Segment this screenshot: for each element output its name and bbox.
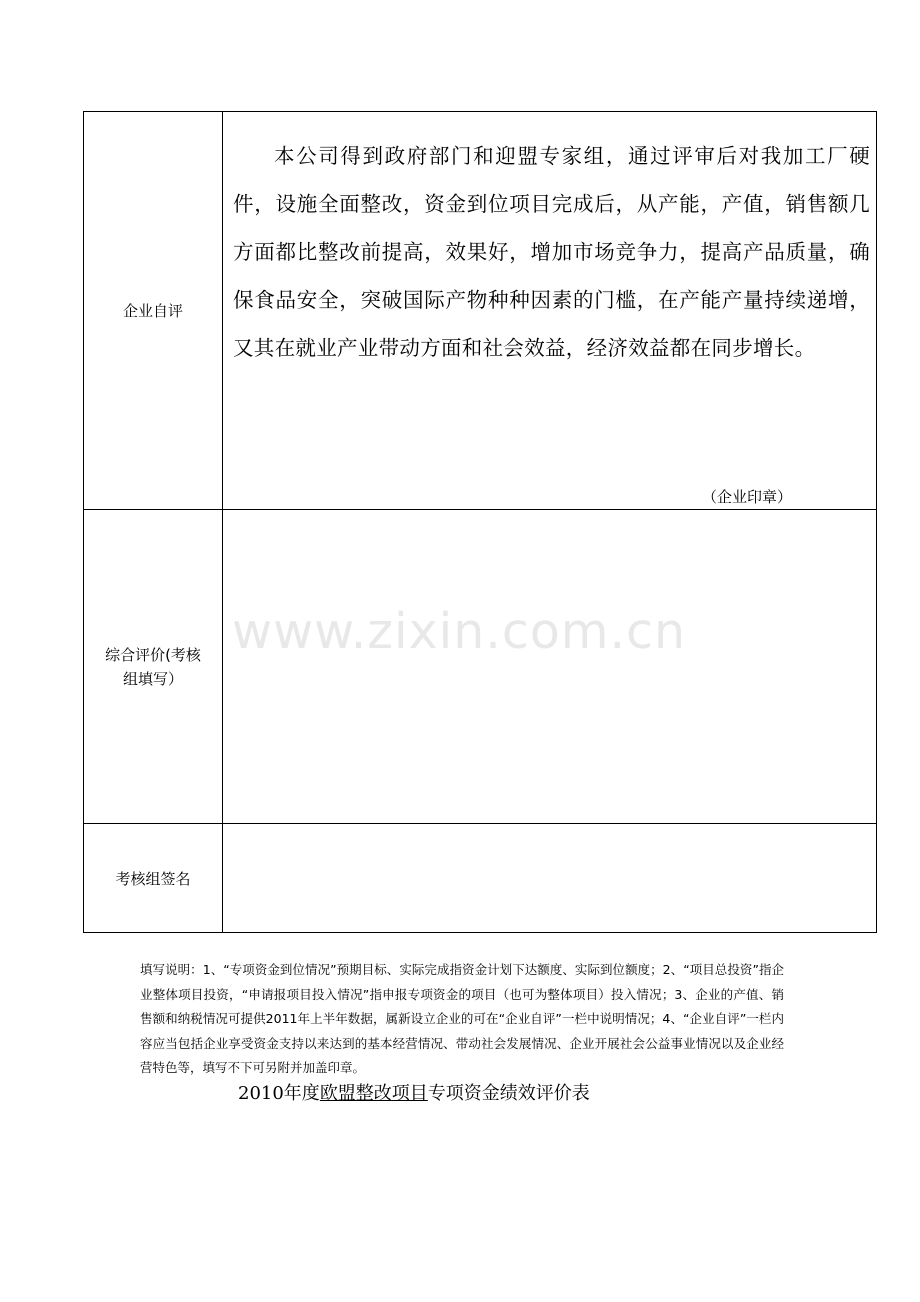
- watermark-text: www.zixin.com.cn: [232, 603, 687, 660]
- self-evaluation-label: 企业自评: [122, 301, 183, 320]
- comprehensive-evaluation-cell[interactable]: [223, 510, 876, 823]
- title-project-name: 欧盟整改项目: [319, 1083, 428, 1104]
- title-suffix: 专项资金绩效评价表: [427, 1083, 590, 1104]
- row-label-cell: [84, 510, 223, 823]
- title-year: 2010年度: [238, 1083, 320, 1104]
- review-team-signature-cell[interactable]: [223, 824, 876, 933]
- evaluation-form-table: [83, 111, 877, 933]
- comprehensive-evaluation-label: 综合评价(考核组填写）: [105, 645, 201, 688]
- company-seal-label: （企业印章）: [701, 488, 792, 506]
- row-label-cell: [84, 112, 223, 509]
- review-team-signature-label: 考核组签名: [115, 869, 191, 888]
- filling-instructions: 填写说明：1、“专项资金到位情况”预期目标、实际完成指资金计划下达额度、实际到位额度；2、“项目总投资”指企业整体项目投资，“申请报项目投入情况”指申报专项资金的项目（也可为整体项目）投入情况；3、企业的产值、销售额和纳税情况可提供2011年上半年数据，属新设立企业的可在“企业自评”一栏中说明情况；4、“企业自评”一栏内容应当包括企业享受资金支持以来达到的基本经营情况、带动社会发展情况、企业开展社会公益事业情况以及企业经营特色等，填写不下可另附并加盖印章。: [140, 962, 784, 1075]
- table-row-comprehensive-evaluation: [84, 510, 876, 824]
- table-row-self-evaluation: [84, 112, 876, 510]
- form-title: [238, 1079, 590, 1105]
- self-evaluation-cell: [223, 112, 876, 509]
- self-evaluation-text: 本公司得到政府部门和迎盟专家组，通过评审后对我加工厂硬件，设施全面整改，资金到位项目完成后，从产能，产值，销售额几方面都比整改前提高，效果好，增加市场竞争力，提高产品质量，确保食品安全，突破国际产物种种因素的门槛，在产能产量持续递增，又其在就业产业带动方面和社会效益，经济效益都在同步增长。: [233, 144, 870, 360]
- table-row-signature: [84, 824, 876, 933]
- row-label-cell: [84, 824, 223, 933]
